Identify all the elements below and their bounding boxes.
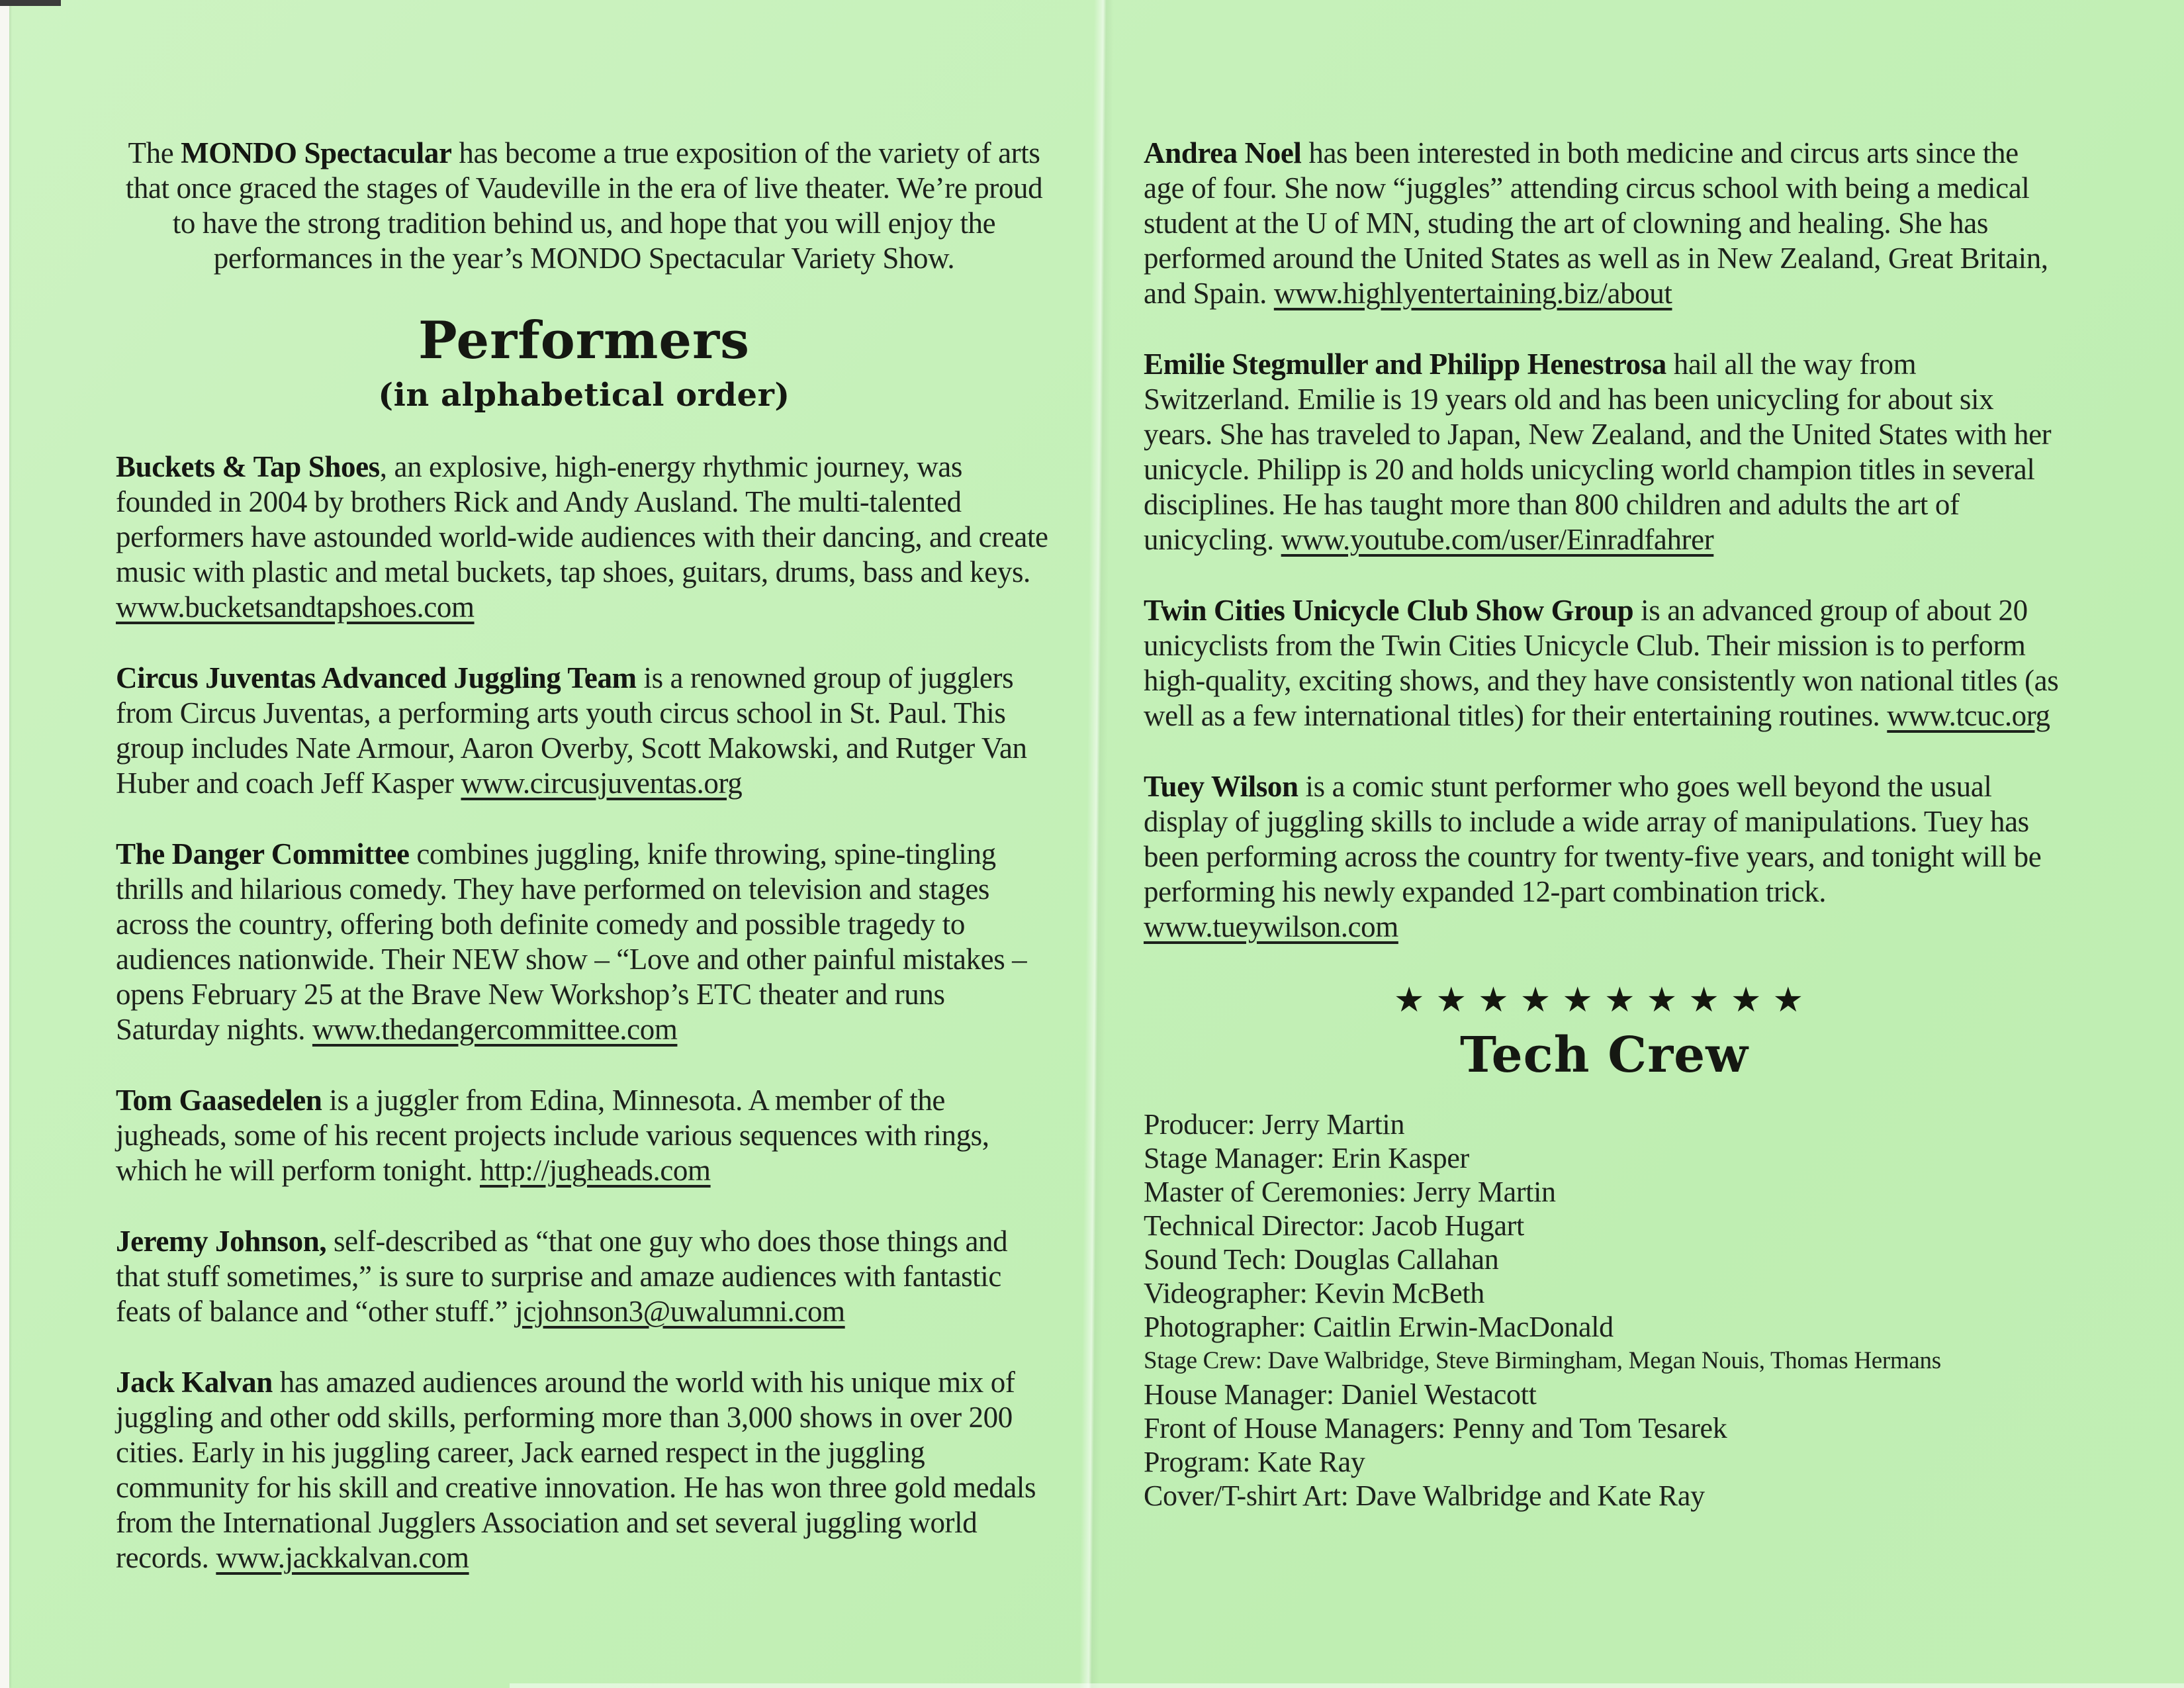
performer-url: www.circusjuventas.org (461, 767, 743, 800)
performer-bio: is an advanced group of about 20 unicyclists from the Twin Cities Unicycle Club. Their mission is to perform high-quality, exciting shows, and they have consistently won national titles (as well as a few international titles) for their entertaining routines. (1144, 594, 2059, 732)
performer-entry-circus-juventas (116, 661, 1052, 801)
crew-line-program: Program: Kate Ray (1144, 1446, 1365, 1478)
performer-name: Buckets & Tap Shoes (116, 450, 380, 483)
performer-bio: self-described as “that one guy who does those things and that stuff sometimes,” is sure to surprise and amaze audiences with fantastic feats of balance and “other stuff.” (116, 1225, 1008, 1328)
left-column (116, 136, 1052, 1611)
performer-url: www.thedangercommittee.com (312, 1013, 678, 1046)
performer-bio: is a comic stunt performer who goes well beyond the usual display of juggling skills to include a wide array of manipulations. Tuey has been performing across the country for twenty-five years, and tonight will be performing his newly expanded 12-part combination trick. (1144, 770, 2042, 908)
performer-url: www.jackkalvan.com (216, 1541, 469, 1574)
performer-url: www.highlyentertaining.biz/about (1273, 277, 1672, 310)
intro-bold-title: MONDO Spectacular (181, 136, 452, 169)
crew-line-sound-tech: Sound Tech: Douglas Callahan (1144, 1243, 1499, 1276)
performer-bio: has amazed audiences around the world with his unique mix of juggling and other odd skills, performing more than 3,000 shows in over 200 cities. Early in his juggling career, Jack earned respect in the juggling community for his skill and creative innovation. He has won three gold medals from the International Jugglers Association and set several juggling world records. (116, 1366, 1036, 1574)
performer-name: Jack Kalvan (116, 1366, 273, 1399)
performer-url: jcjohnson3@uwalumni.com (515, 1295, 845, 1328)
crew-line-producer: Producer: Jerry Martin (1144, 1108, 1405, 1141)
performer-name: Twin Cities Unicycle Club Show Group (1144, 594, 1634, 627)
right-column (1144, 136, 2065, 1513)
performer-url: www.tcuc.org (1887, 699, 2050, 732)
performer-entry-emilie-and-philipp (1144, 347, 2065, 557)
intro-rest: has become a true exposition of the variety of arts that once graced the stages of Vaudeville in the era of live theater. We’re proud to have the strong tradition behind us, and hope that you will enjoy the performances in the year’s MONDO Spectacular Variety Show. (125, 136, 1043, 275)
scan-edge-bottom (510, 1683, 2184, 1688)
intro-pre: The (128, 136, 181, 169)
performer-bio: has been interested in both medicine and circus arts since the age of four. She now “juggles” attending circus school with being a medical student at the U of MN, studing the art of clowning and healing. She has performed around the United States as well as in New Zealand, Great Britain, and Spain. (1144, 136, 2048, 310)
performer-entry-danger-committee (116, 837, 1052, 1047)
crew-line-technical-director: Technical Director: Jacob Hugart (1144, 1209, 1524, 1242)
performer-url: www.bucketsandtapshoes.com (116, 590, 475, 624)
crew-line-videographer: Videographer: Kevin McBeth (1144, 1277, 1484, 1309)
performers-subheading: (in alphabetical order) (378, 377, 790, 414)
performer-name: Andrea Noel (1144, 136, 1302, 169)
crew-line-house-manager: House Manager: Daniel Westacott (1144, 1378, 1537, 1411)
performer-name: Jeremy Johnson, (116, 1225, 327, 1258)
crew-line-cover-tshirt-art: Cover/T-shirt Art: Dave Walbridge and Kate Ray (1144, 1479, 1705, 1512)
performer-bio: combines juggling, knife throwing, spine-tingling thrills and hilarious comedy. They have performed on television and stages across the country, offering both definite comedy and possible tragedy to audiences nationwide. Their NEW show – “Love and other painful mistakes – opens February 25 at the Brave New Workshop’s ETC theater and runs Saturday nights. (116, 837, 1027, 1046)
performer-bio: hail all the way from Switzerland. Emilie is 19 years old and has been unicycling for about six years. She has traveled to Japan, New Zealand, and the United States with her unicycle. Philipp is 20 and holds unicycling world champion titles in several disciplines. He has taught more than 800 children and adults the art of unicycling. (1144, 348, 2052, 556)
performer-entry-twin-cities-unicycle-club (1144, 593, 2065, 733)
performer-name: The Danger Committee (116, 837, 410, 870)
crew-line-master-of-ceremonies: Master of Ceremonies: Jerry Martin (1144, 1176, 1556, 1208)
performer-entry-tom-gaasedelen (116, 1083, 1052, 1188)
crew-line-stage-manager: Stage Manager: Erin Kasper (1144, 1142, 1469, 1174)
performer-name: Emilie Stegmuller and Philipp Henestrosa (1144, 348, 1666, 381)
crew-line-front-of-house: Front of House Managers: Penny and Tom Tesarek (1144, 1412, 1727, 1444)
scan-edge-left (0, 0, 9, 1688)
performer-bio: is a juggler from Edina, Minnesota. A member of the jugheads, some of his recent projects include various sequences with rings, which he will perform tonight. (116, 1084, 989, 1187)
performer-bio: is a renowned group of jugglers from Circus Juventas, a performing arts youth circus school in St. Paul. This group includes Nate Armour, Aaron Overby, Scott Makowski, and Rutger Van Huber and coach Jeff Kasper (116, 661, 1027, 800)
performer-entry-buckets-and-tap-shoes (116, 449, 1052, 625)
performer-name: Tuey Wilson (1144, 770, 1298, 803)
performer-entry-jack-kalvan (116, 1365, 1052, 1575)
performer-url: http://jugheads.com (480, 1154, 711, 1187)
scan-edge-top (0, 0, 61, 6)
tech-crew-list (1144, 1107, 2065, 1513)
performer-entry-tuey-wilson (1144, 769, 2065, 945)
performer-url: www.tueywilson.com (1144, 910, 1398, 943)
intro-paragraph (116, 136, 1052, 276)
performer-url: www.youtube.com/user/Einradfahrer (1281, 523, 1714, 556)
stars-divider: ★★★★★★★★★★ (1393, 980, 1815, 1020)
performer-bio: , an explosive, high-energy rhythmic journey, was founded in 2004 by brothers Rick and Andy Ausland. The multi-talented performers have astounded world-wide audiences with their dancing, and create music with plastic and metal buckets, tap shoes, guitars, drums, bass and keys. (116, 450, 1048, 588)
tech-crew-heading: Tech Crew (1460, 1027, 1749, 1084)
performers-heading: Performers (418, 310, 751, 371)
performer-entry-andrea-noel (1144, 136, 2065, 311)
performer-name: Circus Juventas Advanced Juggling Team (116, 661, 637, 694)
crew-line-stage-crew: Stage Crew: Dave Walbridge, Steve Birmingham, Megan Nouis, Thomas Hermans (1144, 1347, 1941, 1374)
crew-line-photographer: Photographer: Caitlin Erwin-MacDonald (1144, 1311, 1614, 1343)
performer-name: Tom Gaasedelen (116, 1084, 322, 1117)
performer-entry-jeremy-johnson (116, 1224, 1052, 1329)
